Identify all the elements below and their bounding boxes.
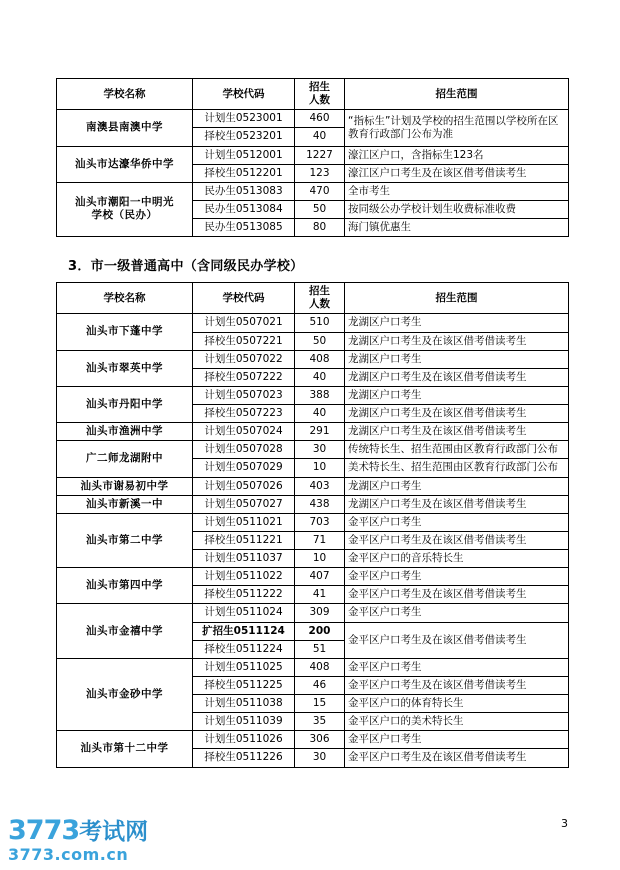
cell-school-code: 择校生0507223	[193, 405, 295, 423]
site-watermark	[8, 817, 198, 864]
cell-count: 408	[295, 350, 345, 368]
table-row	[57, 314, 569, 332]
table-row	[57, 441, 569, 459]
cell-range: 龙湖区户口考生	[345, 350, 569, 368]
cell-school-name: 汕头市新溪一中	[57, 495, 193, 513]
cell-school-name: 汕头市金砂中学	[57, 658, 193, 731]
cell-school-code: 计划生0511022	[193, 568, 295, 586]
cell-range: 龙湖区户口考生	[345, 314, 569, 332]
cell-count: 35	[295, 713, 345, 731]
header-school-code: 学校代码	[193, 283, 295, 314]
cell-school-code: 计划生0507027	[193, 495, 295, 513]
cell-school-name: 汕头市谢易初中学	[57, 477, 193, 495]
cell-range: 美术特长生、招生范围由区教育行政部门公布	[345, 459, 569, 477]
table-row	[57, 350, 569, 368]
section-title: 3．市一级普通高中（含同级民办学校）	[68, 259, 304, 275]
cell-school-code: 计划生0511026	[193, 731, 295, 749]
cell-range: 金平区户口考生	[345, 658, 569, 676]
cell-range: 金平区户口考生	[345, 731, 569, 749]
cell-school-name: 广二师龙湖附中	[57, 441, 193, 477]
cell-school-name: 南澳县南澳中学	[57, 110, 193, 146]
cell-school-code: 计划生0511025	[193, 658, 295, 676]
cell-school-name: 汕头市翠英中学	[57, 350, 193, 386]
cell-range: 金平区户口考生及在该区借考借读考生	[345, 749, 569, 767]
cell-range: 金平区户口的体育特长生	[345, 695, 569, 713]
cell-school-name: 汕头市第十二中学	[57, 731, 193, 767]
cell-range: 龙湖区户口考生及在该区借考借读考生	[345, 423, 569, 441]
table-row	[57, 477, 569, 495]
header-count-line1: 招生	[309, 81, 330, 93]
cell-count: 30	[295, 749, 345, 767]
cell-school-name: 汕头市下蓬中学	[57, 314, 193, 350]
cell-school-name: 汕头市丹阳中学	[57, 386, 193, 422]
cell-count: 703	[295, 513, 345, 531]
header-count-line2: 人数	[309, 298, 330, 311]
cell-count: 306	[295, 731, 345, 749]
cell-range-line1: “指标生”计划及学校的招生范围以学校所在区	[348, 114, 559, 127]
admission-table-top	[56, 78, 569, 237]
cell-count: 10	[295, 550, 345, 568]
header-admission-count	[295, 283, 345, 314]
cell-school-code: 计划生0507028	[193, 441, 295, 459]
cell-range-line2: 教育行政部门公布为准	[348, 127, 453, 140]
cell-count: 46	[295, 676, 345, 694]
cell-school-code: 择校生0512201	[193, 164, 295, 182]
cell-count: 460	[295, 110, 345, 128]
cell-school-code: 计划生0507021	[193, 314, 295, 332]
table-header-row	[57, 283, 569, 314]
cell-count: 15	[295, 695, 345, 713]
cell-school-code: 计划生0507023	[193, 386, 295, 404]
cell-school-name: 汕头市达濠华侨中学	[57, 146, 193, 182]
cell-count: 30	[295, 441, 345, 459]
cell-school-code: 择校生0511225	[193, 676, 295, 694]
cell-range: 濠江区户口，含指标生123名	[345, 146, 569, 164]
cell-count: 1227	[295, 146, 345, 164]
cell-count: 291	[295, 423, 345, 441]
cell-range: 金平区户口考生及在该区借考借读考生	[345, 586, 569, 604]
table-row	[57, 495, 569, 513]
cell-school-name	[57, 182, 193, 236]
cell-count: 470	[295, 182, 345, 200]
header-school-name: 学校名称	[57, 79, 193, 110]
cell-count: 408	[295, 658, 345, 676]
cell-range: 濠江区户口考生及在该区借考借读考生	[345, 164, 569, 182]
cell-range: 金平区户口的美术特长生	[345, 713, 569, 731]
watermark-text: 考试网	[79, 819, 149, 845]
cell-range: 龙湖区户口考生及在该区借考借读考生	[345, 368, 569, 386]
cell-count: 40	[295, 128, 345, 146]
cell-range: 金平区户口的音乐特长生	[345, 550, 569, 568]
cell-school-name-line1: 汕头市潮阳一中明光	[75, 196, 174, 209]
cell-range: 传统特长生、招生范围由区教育行政部门公布	[345, 441, 569, 459]
cell-school-code: 计划生0511024	[193, 604, 295, 622]
cell-school-code: 计划生0511021	[193, 513, 295, 531]
table-row	[57, 658, 569, 676]
cell-school-code: 计划生0512001	[193, 146, 295, 164]
admission-table-main	[56, 282, 569, 767]
cell-school-code: 计划生0511039	[193, 713, 295, 731]
cell-range: 海门镇优惠生	[345, 219, 569, 237]
header-admission-range: 招生范围	[345, 79, 569, 110]
cell-school-name: 汕头市第四中学	[57, 568, 193, 604]
cell-count: 41	[295, 586, 345, 604]
cell-range: 龙湖区户口考生及在该区借考借读考生	[345, 495, 569, 513]
watermark-line1	[8, 817, 198, 844]
table-row	[57, 568, 569, 586]
watermark-line2: 3773.com.cn	[8, 845, 129, 864]
table-row	[57, 146, 569, 164]
header-admission-range: 招生范围	[345, 283, 569, 314]
cell-range: 龙湖区户口考生及在该区借考借读考生	[345, 332, 569, 350]
table-row	[57, 513, 569, 531]
cell-count: 438	[295, 495, 345, 513]
cell-school-code: 计划生0523001	[193, 110, 295, 128]
table-row	[57, 110, 569, 128]
cell-school-code: 计划生0507026	[193, 477, 295, 495]
cell-school-code: 择校生0511222	[193, 586, 295, 604]
cell-range: 龙湖区户口考生及在该区借考借读考生	[345, 405, 569, 423]
cell-count: 309	[295, 604, 345, 622]
cell-range: 金平区户口考生	[345, 568, 569, 586]
cell-range: 全市考生	[345, 182, 569, 200]
cell-school-code: 民办生0513085	[193, 219, 295, 237]
cell-school-code: 计划生0511038	[193, 695, 295, 713]
cell-range	[345, 110, 569, 146]
cell-range: 金平区户口考生及在该区借考借读考生	[345, 622, 569, 658]
cell-school-code: 择校生0523201	[193, 128, 295, 146]
cell-range: 金平区户口考生及在该区借考借读考生	[345, 676, 569, 694]
cell-count: 510	[295, 314, 345, 332]
cell-school-code: 扩招生0511124	[193, 622, 295, 640]
header-school-name: 学校名称	[57, 283, 193, 314]
header-admission-count	[295, 79, 345, 110]
cell-school-code: 择校生0511221	[193, 531, 295, 549]
cell-range: 金平区户口考生及在该区借考借读考生	[345, 531, 569, 549]
cell-count: 80	[295, 219, 345, 237]
cell-count: 403	[295, 477, 345, 495]
header-count-line1: 招生	[309, 285, 330, 298]
cell-school-code: 民办生0513084	[193, 200, 295, 218]
cell-count: 50	[295, 200, 345, 218]
watermark-digits: 3773	[8, 815, 80, 846]
cell-school-code: 择校生0507222	[193, 368, 295, 386]
cell-school-code: 计划生0507022	[193, 350, 295, 368]
table-header-row	[57, 79, 569, 110]
header-count-line2: 人数	[309, 94, 330, 107]
cell-range: 金平区户口考生	[345, 513, 569, 531]
cell-range: 龙湖区户口考生	[345, 477, 569, 495]
cell-school-code: 计划生0511037	[193, 550, 295, 568]
table-row	[57, 386, 569, 404]
cell-range: 金平区户口考生	[345, 604, 569, 622]
cell-school-code: 择校生0511226	[193, 749, 295, 767]
cell-count: 71	[295, 531, 345, 549]
cell-school-name: 汕头市金禧中学	[57, 604, 193, 658]
table-row	[57, 731, 569, 749]
cell-count: 10	[295, 459, 345, 477]
cell-count: 40	[295, 405, 345, 423]
cell-school-name: 汕头市渔洲中学	[57, 423, 193, 441]
table-row	[57, 182, 569, 200]
cell-count: 123	[295, 164, 345, 182]
cell-count: 388	[295, 386, 345, 404]
page-number: 3	[561, 817, 568, 830]
cell-count: 200	[295, 622, 345, 640]
cell-count: 40	[295, 368, 345, 386]
table-row	[57, 423, 569, 441]
cell-school-code: 择校生0511224	[193, 640, 295, 658]
table-row	[57, 604, 569, 622]
cell-range: 龙湖区户口考生	[345, 386, 569, 404]
cell-range: 按同级公办学校计划生收费标准收费	[345, 200, 569, 218]
cell-count: 50	[295, 332, 345, 350]
cell-school-code: 择校生0507221	[193, 332, 295, 350]
cell-school-code: 计划生0507024	[193, 423, 295, 441]
cell-school-code: 民办生0513083	[193, 182, 295, 200]
cell-school-name-line2: 学校（民办）	[91, 209, 158, 222]
cell-school-code: 计划生0507029	[193, 459, 295, 477]
cell-school-name: 汕头市第二中学	[57, 513, 193, 567]
cell-count: 51	[295, 640, 345, 658]
header-school-code: 学校代码	[193, 79, 295, 110]
cell-count: 407	[295, 568, 345, 586]
